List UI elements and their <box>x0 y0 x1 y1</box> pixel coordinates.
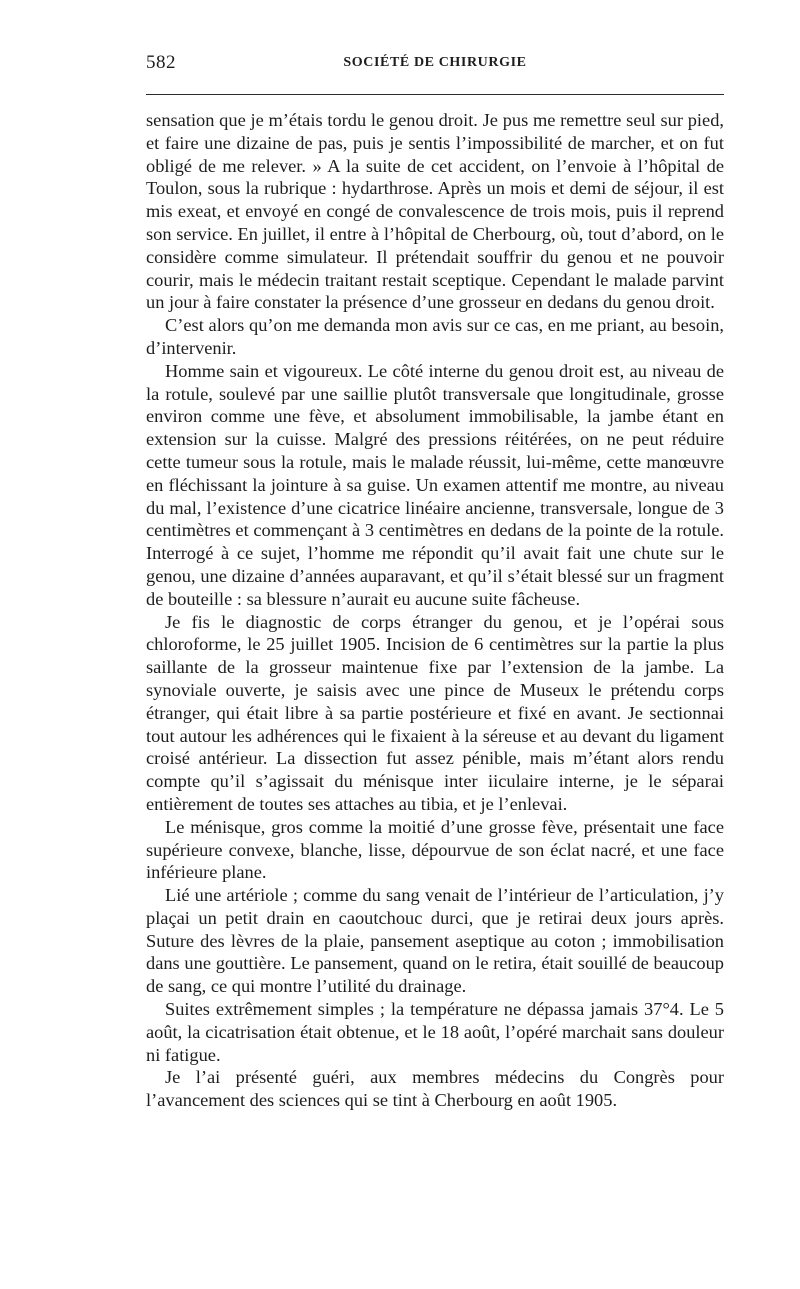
paragraph: Lié une artériole ; comme du sang venait de l’intérieur de l’articulation, j’y plaçai un petit drain en caoutchouc durci, que je retirai deux jours après. Suture des lèvres de la plaie, pansement aseptique au coton ; immobilisation dans une gouttière. Le pansement, quand on le retira, était souillé de beaucoup de sang, ce qui montre l’utilité du drainage. <box>146 885 724 997</box>
page-number: 582 <box>146 52 176 73</box>
paragraph: Je l’ai présenté guéri, aux membres médecins du Congrès pour l’avancement des sciences qui se tint à Cherbourg en août 1905. <box>146 1067 724 1111</box>
paragraph: Le ménisque, gros comme la moitié d’une grosse fève, présentait une face supérieure convexe, blanche, lisse, dépourvue de son éclat nacré, et une face inférieure plane. <box>146 816 724 883</box>
page-header <box>146 52 724 82</box>
paragraph: Je fis le diagnostic de corps étranger du genou, et je l’opérai sous chloroforme, le 25 juillet 1905. Incision de 6 centimètres sur la partie la plus saillante de la grosseur maintenue fixe par l’extension de la jambe. La synoviale ouverte, je saisis avec une pince de Museux le prétendu corps étranger, qui était libre à sa partie postérieure et fixé en avant. Je sectionnai tout autour les adhérences qui le fixaient à la séreuse et au devant du ligament croisé antérieur. La dissection fut assez pénible, mais m’étant alors rendu compte qu’il s’agissait du ménisque inter iiculaire interne, je le séparai entièrement de toutes ses attaches au tibia, et je l’enlevai. <box>146 611 724 814</box>
paragraph: Homme sain et vigoureux. Le côté interne du genou droit est, au niveau de la rotule, soulevé par une saillie plutôt transversale que longitudinale, grosse environ comme une fève, et absolument immobilisable, la jambe étant en extension sur la cuisse. Malgré des pressions réitérées, on ne peut réduire cette tumeur sous la rotule, mais le malade réussit, lui-même, cette manœuvre en fléchissant la jointure à sa guise. Un examen attentif me montre, au niveau du mal, l’existence d’une cicatrice linéaire ancienne, transversale, longue de 3 centimètres et commençant à 3 centimètres en dedans de la pointe de la rotule. Interrogé à ce sujet, l’homme me répondit qu’il avait fait une chute sur le genou, une dizaine d’années auparavant, et qu’il s’était blessé sur un fragment de bouteille : sa blessure n’aurait eu aucune suite fâcheuse. <box>146 360 724 609</box>
body-text <box>146 109 724 1112</box>
running-title: SOCIÉTÉ DE CHIRURGIE <box>343 55 527 70</box>
paragraph: Suites extrêmement simples ; la température ne dépassa jamais 37°4. Le 5 août, la cicatrisation était obtenue, et le 18 août, l’opéré marchait sans douleur ni fatigue. <box>146 999 724 1065</box>
paragraph: sensation que je m’étais tordu le genou droit. Je pus me remettre seul sur pied, et faire une dizaine de pas, puis je sentis l’impossibilité de marcher, et on fut obligé de me relever. » A la suite de cet accident, on l’envoie à l’hôpital de Toulon, sous la rubrique : hydarthrose. Après un mois et demi de séjour, il est mis exeat, et envoyé en congé de convalescence de trois mois, puis il reprend son service. En juillet, il entre à l’hôpital de Cherbourg, où, tout d’abord, on le considère comme simulateur. Il prétendait souffrir du genou et ne pouvoir courir, mais le médecin traitant restait sceptique. Cependant le malade parvint un jour à faire constater la présence d’une grosseur en dedans du genou droit. <box>146 110 724 313</box>
paragraph: C’est alors qu’on me demanda mon avis sur ce cas, en me priant, au besoin, d’intervenir. <box>146 315 724 358</box>
header-rule <box>146 94 724 95</box>
